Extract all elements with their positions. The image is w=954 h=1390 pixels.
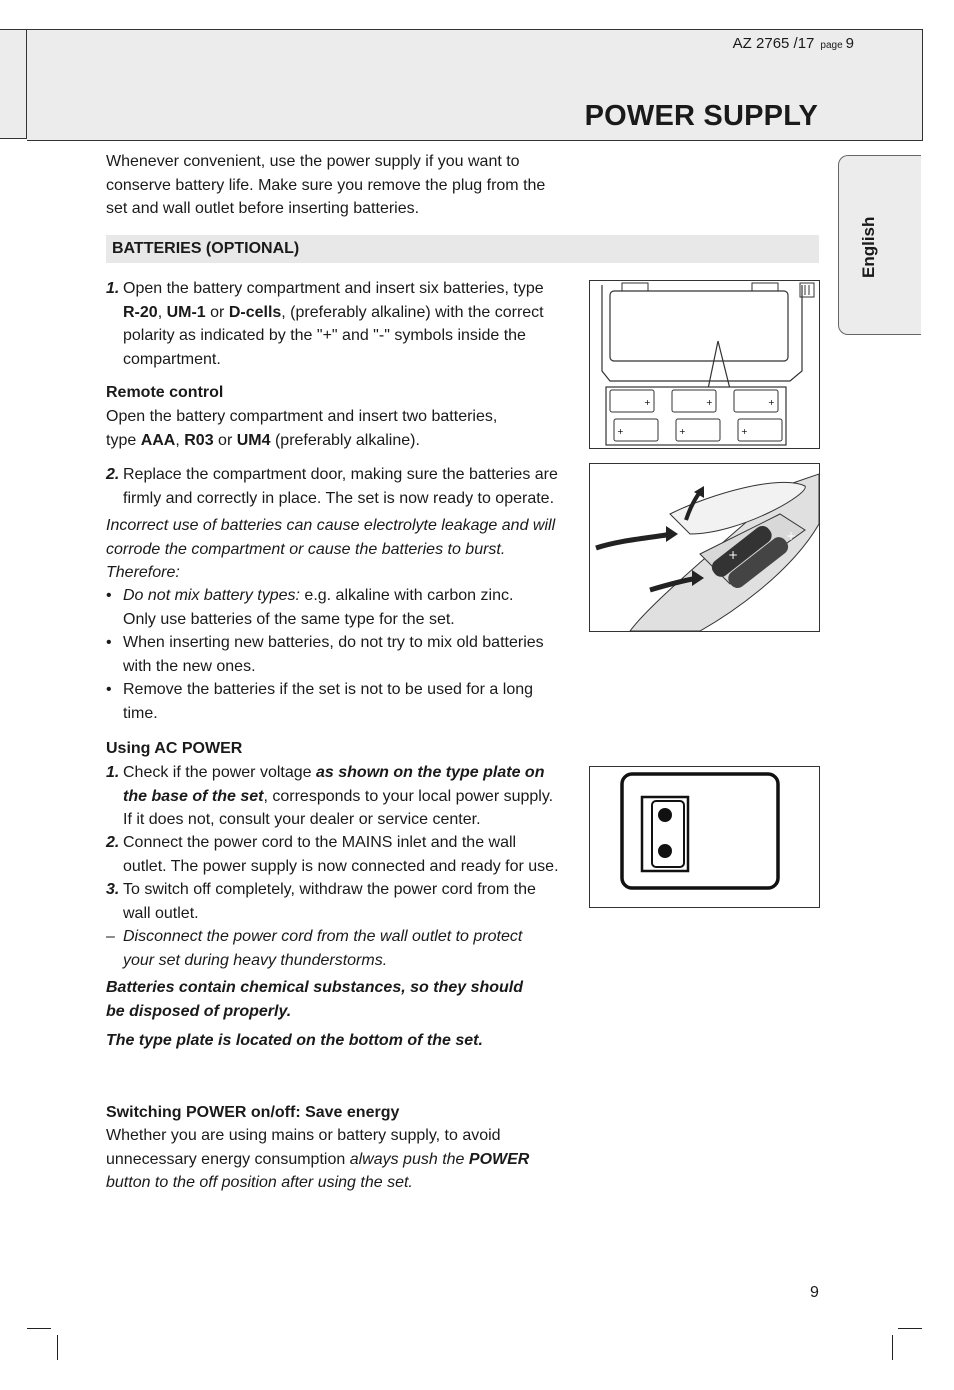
switching-text	[106, 1124, 529, 1195]
type-um4: UM4	[236, 431, 271, 449]
bullet-line: When inserting new batteries, do not try to mix old batteries	[123, 634, 544, 651]
step-2-text	[123, 463, 558, 510]
bullet-2	[123, 631, 544, 678]
crop-mark	[57, 1335, 58, 1360]
warning-line: Therefore:	[106, 564, 180, 581]
ac-dash: –	[106, 928, 115, 945]
intro-paragraph	[106, 150, 545, 221]
bullet-line	[123, 584, 513, 608]
section-heading-text: BATTERIES (OPTIONAL)	[112, 240, 300, 257]
footer-page-number: 9	[810, 1284, 819, 1301]
warning-line: corrode the compartment or cause the batteries to burst.	[106, 540, 506, 558]
bullet-1	[123, 584, 513, 631]
step-1-line	[123, 301, 544, 325]
type-plate-notice: The type plate is located on the bottom of the set.	[106, 1032, 483, 1049]
bullet-rest: e.g. alkaline with carbon zinc.	[299, 587, 514, 604]
step-1-line: Open the battery compartment and insert six batteries, type	[123, 280, 544, 297]
mains-inlet-drawing	[590, 767, 819, 907]
page-title: POWER SUPPLY	[584, 100, 818, 132]
switching-text-plain: unnecessary energy consumption	[106, 1150, 350, 1168]
bullet-dot: •	[106, 634, 112, 651]
remote-rest: (preferably alkaline).	[270, 431, 420, 449]
mains-inlet-figure	[589, 766, 820, 908]
warning-line: Incorrect use of batteries can cause electrolyte leakage and will	[106, 517, 556, 534]
bullet-line: Only use batteries of the same type for the set.	[123, 610, 455, 628]
crop-mark	[898, 1328, 922, 1329]
power-word: POWER	[468, 1150, 530, 1168]
intro-line: conserve battery life. Make sure you remove the plug from the	[106, 176, 546, 194]
battery-compartment-drawing	[590, 281, 819, 448]
section-heading-batteries	[106, 235, 819, 263]
ac-line: If it does not, consult your dealer or service center.	[123, 811, 481, 828]
ac-step-3-text	[123, 878, 536, 925]
bullet-3	[123, 678, 533, 725]
header-band-left	[0, 29, 27, 139]
bullet-line: time.	[123, 704, 158, 722]
ac-line: To switch off completely, withdraw the power cord from the	[123, 881, 536, 898]
plus-symbol: +	[741, 427, 748, 436]
step-1-line: polarity as indicated by the "+" and "-" symbols inside the	[123, 327, 526, 344]
step-1-rest: , (preferably alkaline) with the correct	[281, 303, 544, 321]
bullet-line: with the new ones.	[123, 657, 256, 675]
step-2-number: 2.	[106, 466, 120, 483]
type-r20: R-20	[123, 303, 158, 321]
switching-heading: Switching POWER on/off: Save energy	[106, 1104, 400, 1121]
page-label: page	[820, 40, 843, 51]
ac-dash-text	[123, 925, 522, 972]
battery-compartment-figure	[589, 280, 820, 449]
plus-symbol: +	[617, 427, 624, 436]
ac-line: outlet. The power supply is now connected and ready for use.	[123, 857, 559, 875]
ac-step-1-text	[123, 761, 553, 832]
ac-line: your set during heavy thunderstorms.	[123, 951, 388, 969]
plus-symbol: +	[706, 398, 713, 407]
plus-symbol: +	[644, 398, 651, 407]
sep: ,	[157, 303, 167, 321]
bullet-line: Remove the batteries if the set is not to be used for a long	[123, 681, 534, 698]
language-tab	[838, 155, 921, 335]
crop-mark	[892, 1335, 893, 1360]
bullet-dot: •	[106, 681, 112, 698]
crop-mark	[27, 1328, 51, 1329]
plus-symbol: +	[768, 398, 775, 407]
ac-heading: Using AC POWER	[106, 740, 243, 757]
remote-line	[106, 429, 497, 453]
switching-line: button to the off position after using the set.	[106, 1174, 413, 1191]
switching-line	[106, 1148, 529, 1172]
plus-symbol: +	[728, 548, 739, 562]
ac-step-1-number: 1.	[106, 764, 120, 781]
model-number	[733, 35, 854, 52]
plus-symbol: +	[679, 427, 686, 436]
type-aaa: AAA	[140, 431, 176, 449]
model-text: AZ 2765 /17	[732, 35, 815, 52]
ac-emphasis: the base of the set	[123, 787, 264, 805]
ac-step-3-number: 3.	[106, 881, 120, 898]
disposal-notice	[106, 976, 523, 1023]
ac-line: Disconnect the power cord from the wall outlet to protect	[123, 928, 523, 945]
ac-step-2-text	[123, 831, 559, 878]
step-1-number: 1.	[106, 280, 120, 297]
type-r03: R03	[184, 431, 214, 449]
step-1-text	[123, 277, 544, 371]
intro-line: Whenever convenient, use the power supply if you want to	[106, 153, 520, 170]
type-dcells: D-cells	[228, 303, 282, 321]
remote-heading: Remote control	[106, 384, 224, 401]
step-2-line: firmly and correctly in place. The set is now ready to operate.	[123, 489, 555, 507]
sep: or	[205, 303, 229, 321]
ac-line	[123, 785, 553, 809]
bullet-italic: Do not mix battery types:	[123, 587, 300, 604]
remote-battery-drawing	[590, 464, 819, 631]
remote-text	[106, 405, 497, 452]
remote-battery-figure	[589, 463, 820, 632]
ac-text: , corresponds to your local power supply.	[263, 787, 554, 805]
intro-line: set and wall outlet before inserting batteries.	[106, 200, 420, 217]
ac-step-2-number: 2.	[106, 834, 120, 851]
ac-text: Check if the power voltage	[123, 764, 316, 781]
ac-line: wall outlet.	[123, 904, 199, 922]
header-page-num: 9	[845, 35, 854, 52]
plus-symbol: +	[786, 529, 797, 543]
notice-line: Batteries contain chemical substances, so they should	[106, 979, 524, 996]
notice-line: be disposed of properly.	[106, 1002, 292, 1020]
ac-line	[123, 761, 553, 785]
step-1-line: compartment.	[123, 350, 221, 368]
type-um1: UM-1	[166, 303, 206, 321]
warning-paragraph	[106, 514, 555, 585]
bullet-dot: •	[106, 587, 112, 604]
sep: or	[213, 431, 237, 449]
remote-type: type	[106, 431, 141, 449]
ac-emphasis: as shown on the type plate on	[316, 764, 545, 781]
step-2-line: Replace the compartment door, making sure the batteries are	[123, 466, 558, 483]
ac-line: Connect the power cord to the MAINS inlet and the wall	[123, 834, 517, 851]
switching-text-italic: always push the	[349, 1150, 469, 1168]
sep: ,	[175, 431, 185, 449]
language-tab-label: English	[859, 216, 878, 278]
remote-line: Open the battery compartment and insert two batteries,	[106, 408, 498, 425]
switching-line: Whether you are using mains or battery supply, to avoid	[106, 1127, 501, 1144]
